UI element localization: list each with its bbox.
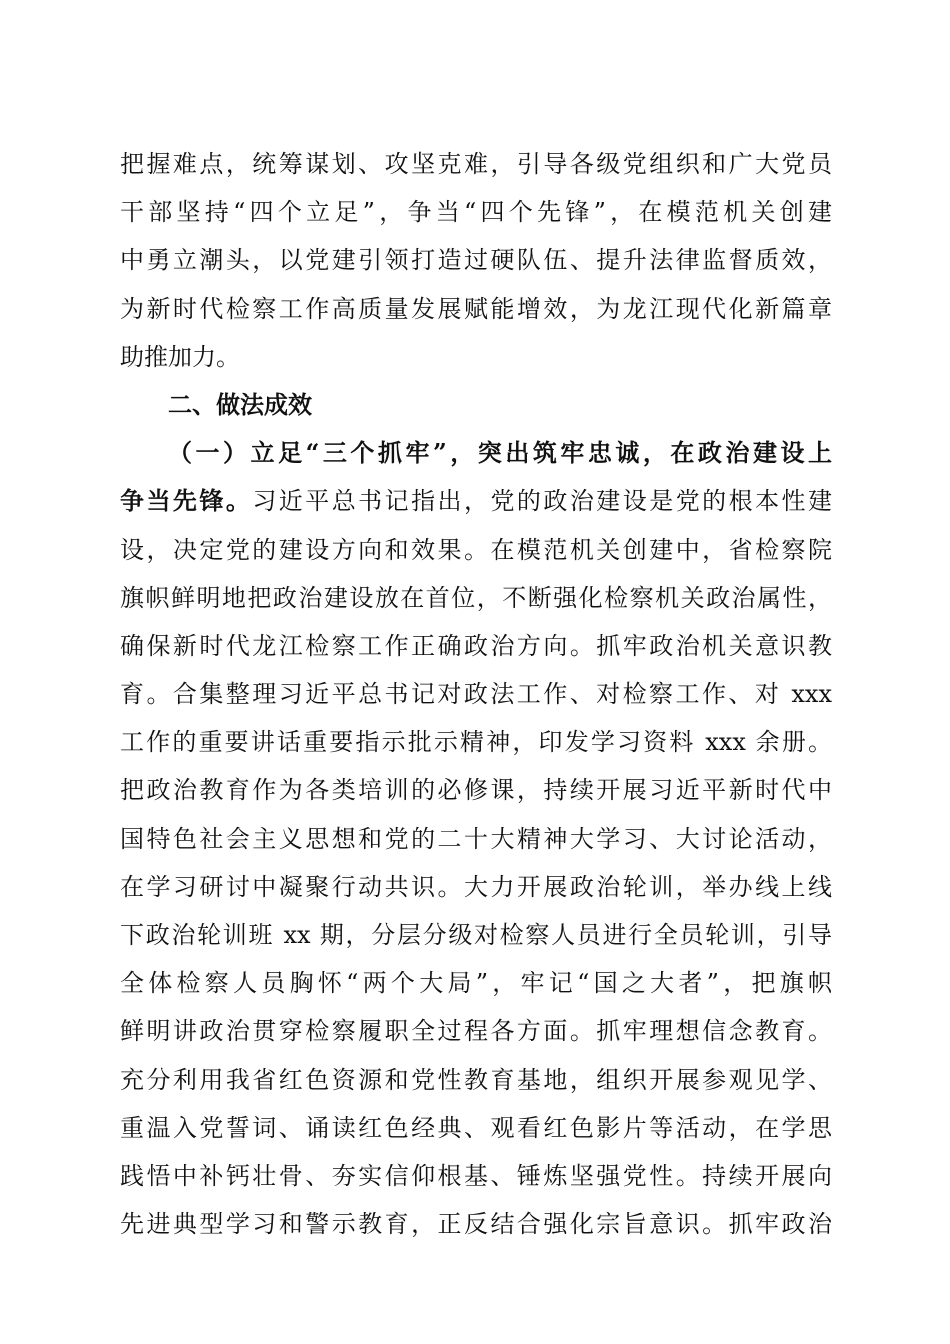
document-page — [120, 140, 832, 1248]
body-line: 育。合集整理习近平总书记对政法工作、对检察工作、对 xxx — [120, 680, 832, 709]
body-line: 旗帜鲜明地把政治建设放在首位，不断强化检察机关政治属性， — [120, 583, 832, 612]
body-line: 充分利用我省红色资源和党性教育基地，组织开展参观见学、 — [120, 1065, 832, 1094]
body-line: 确保新时代龙江检察工作正确政治方向。抓牢政治机关意识教 — [120, 631, 832, 660]
body-line: 下政治轮训班 xx 期，分层分级对检察人员进行全员轮训，引导 — [120, 921, 832, 949]
body-line: 设，决定党的建设方向和效果。在模范机关创建中，省检察院 — [120, 535, 832, 564]
para-one-line-2 — [120, 477, 832, 525]
intro-line-5: 助推加力。 — [120, 342, 240, 371]
body-line: 践悟中补钙壮骨、夯实信仰根基、锤炼坚强党性。持续开展向 — [120, 1161, 832, 1190]
body-line: 鲜明讲政治贯穿检察履职全过程各方面。抓牢理想信念教育。 — [120, 1017, 832, 1046]
body-line: 全体检察人员胸怀“两个大局”，牢记“国之大者”，把旗帜 — [120, 969, 832, 998]
body-line: 工作的重要讲话重要指示批示精神，印发学习资料 xxx 余册。 — [120, 728, 832, 757]
intro-line-3: 中勇立潮头，以党建引领打造过硬队伍、提升法律监督质效， — [120, 246, 832, 275]
intro-line-4: 为新时代检察工作高质量发展赋能增效，为龙江现代化新篇章 — [120, 294, 832, 323]
section-heading: 二、做法成效 — [168, 389, 312, 419]
para-one-line-2-text: 习近平总书记指出，党的政治建设是党的根本性建 — [252, 487, 833, 516]
body-line: 国特色社会主义思想和党的二十大精神大学习、大讨论活动， — [120, 824, 832, 853]
body-line: 把政治教育作为各类培训的必修课，持续开展习近平新时代中 — [120, 776, 832, 805]
body-line: 在学习研讨中凝聚行动共识。大力开展政治轮训，举办线上线 — [120, 872, 832, 901]
subheading-line-2: 争当先锋。 — [120, 486, 253, 516]
body-line: 先进典型学习和警示教育，正反结合强化宗旨意识。抓牢政治 — [120, 1210, 832, 1239]
subheading-line-1: （一）立足“三个抓牢”，突出筑牢忠诚，在政治建设上 — [168, 438, 832, 468]
intro-line-2: 干部坚持“四个立足”，争当“四个先锋”，在模范机关创建 — [120, 198, 832, 227]
intro-line-1: 把握难点，统筹谋划、攻坚克难，引导各级党组织和广大党员 — [120, 150, 832, 178]
body-line: 重温入党誓词、诵读红色经典、观看红色影片等活动，在学思 — [120, 1113, 832, 1142]
